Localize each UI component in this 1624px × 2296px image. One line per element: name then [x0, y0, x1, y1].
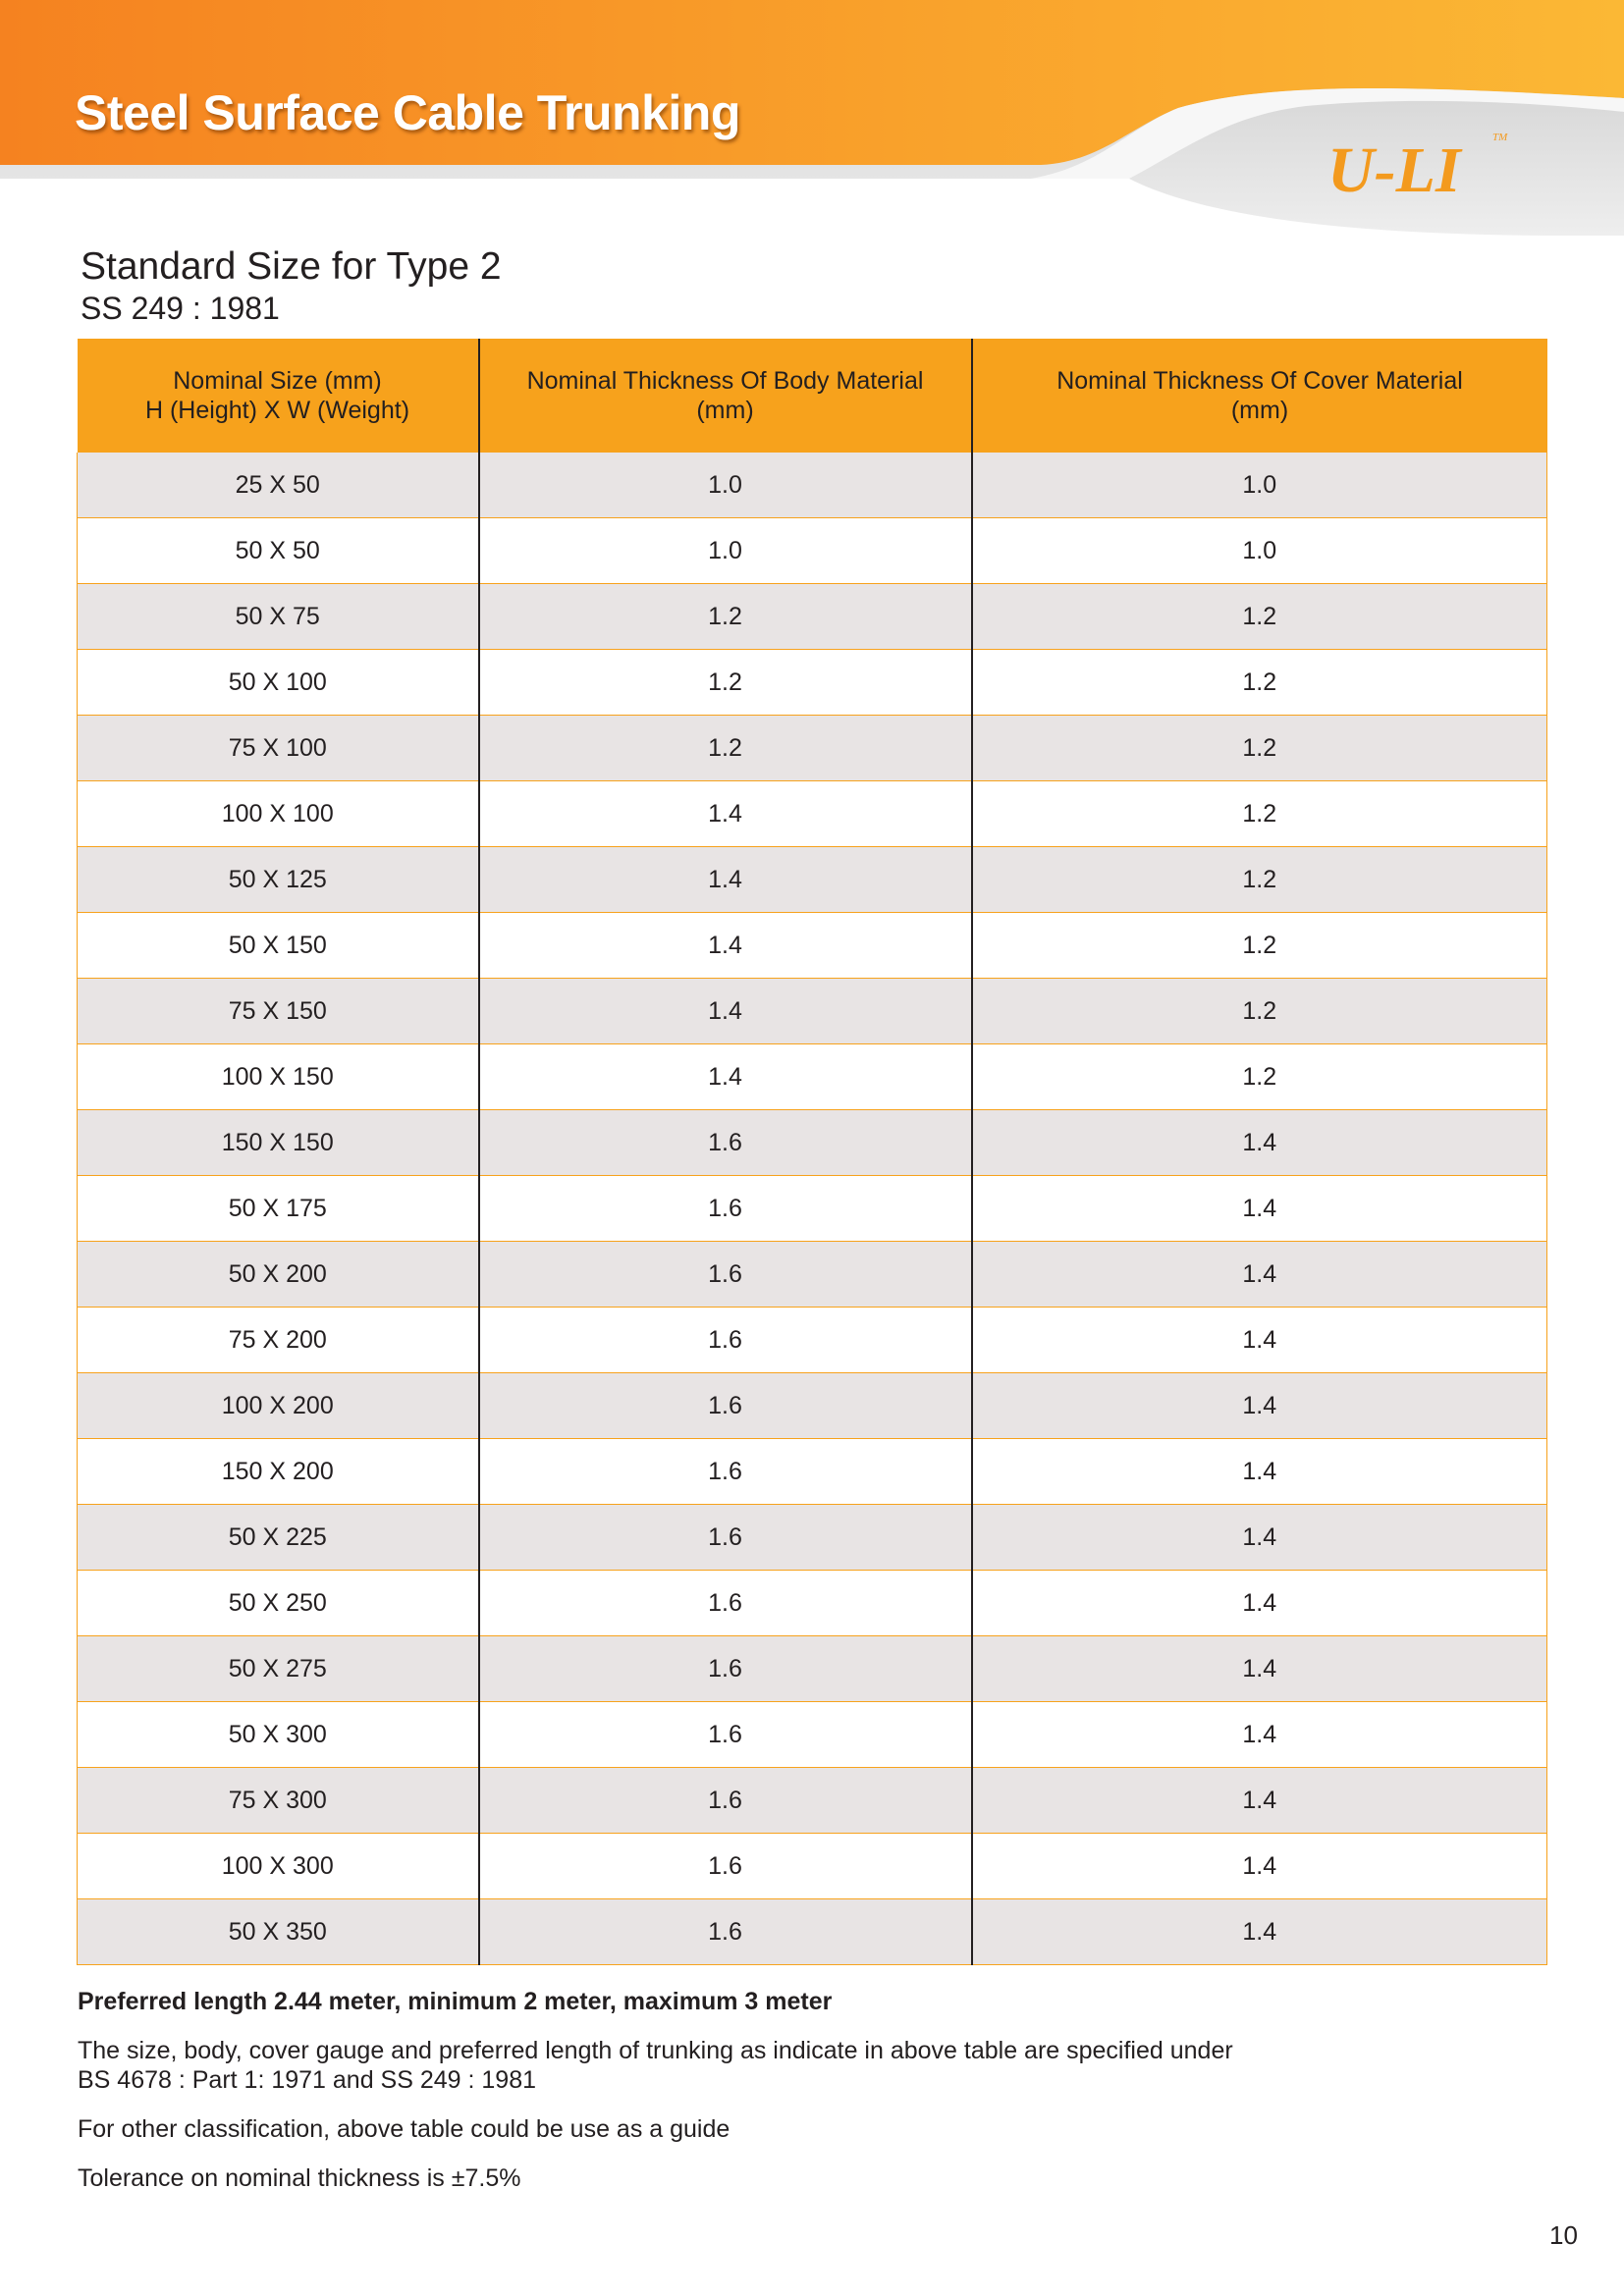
cell-size: 100 X 200	[78, 1373, 479, 1439]
cell-cover-thickness: 1.4	[972, 1308, 1547, 1373]
table-row	[78, 1044, 1547, 1110]
cell-body-thickness: 1.6	[479, 1768, 972, 1834]
standard-reference: SS 249 : 1981	[81, 291, 280, 326]
cell-size: 100 X 100	[78, 781, 479, 847]
cell-cover-thickness: 1.4	[972, 1636, 1547, 1702]
cell-body-thickness: 1.2	[479, 584, 972, 650]
spec-note-line2: BS 4678 : Part 1: 1971 and SS 249 : 1981	[78, 2066, 537, 2094]
cell-body-thickness: 1.6	[479, 1571, 972, 1636]
cell-size: 75 X 200	[78, 1308, 479, 1373]
cell-cover-thickness: 1.2	[972, 650, 1547, 716]
cell-size: 100 X 300	[78, 1834, 479, 1899]
header-line: Nominal Thickness Of Body Material	[526, 367, 924, 395]
table-row	[78, 1176, 1547, 1242]
table-row	[78, 781, 1547, 847]
cell-size: 50 X 75	[78, 584, 479, 650]
cell-cover-thickness: 1.4	[972, 1110, 1547, 1176]
cell-body-thickness: 1.4	[479, 913, 972, 979]
cell-cover-thickness: 1.2	[972, 1044, 1547, 1110]
table-row	[78, 518, 1547, 584]
cell-cover-thickness: 1.4	[972, 1439, 1547, 1505]
table-row	[78, 1702, 1547, 1768]
cell-cover-thickness: 1.0	[972, 518, 1547, 584]
cell-size: 50 X 275	[78, 1636, 479, 1702]
cell-cover-thickness: 1.4	[972, 1373, 1547, 1439]
header-line: H (Height) X W (Weight)	[144, 397, 410, 424]
header-body-thickness	[479, 339, 972, 453]
header-line: Nominal Size (mm)	[173, 367, 382, 395]
header-cover-thickness	[972, 339, 1547, 453]
section-title: Standard Size for Type 2	[81, 245, 502, 288]
table-header-row	[78, 339, 1547, 453]
cell-size: 50 X 150	[78, 913, 479, 979]
table-row	[78, 1110, 1547, 1176]
cell-body-thickness: 1.6	[479, 1636, 972, 1702]
cell-body-thickness: 1.0	[479, 518, 972, 584]
table-row	[78, 1636, 1547, 1702]
cell-body-thickness: 1.6	[479, 1110, 972, 1176]
header-nominal-size	[78, 339, 479, 453]
cell-body-thickness: 1.6	[479, 1834, 972, 1899]
header-line: (mm)	[696, 397, 754, 424]
guide-note: For other classification, above table could be use as a guide	[78, 2115, 731, 2143]
cell-body-thickness: 1.6	[479, 1308, 972, 1373]
cell-cover-thickness: 1.4	[972, 1834, 1547, 1899]
cell-size: 150 X 150	[78, 1110, 479, 1176]
cell-cover-thickness: 1.4	[972, 1702, 1547, 1768]
table-row	[78, 1308, 1547, 1373]
table-row	[78, 453, 1547, 518]
cell-size: 50 X 200	[78, 1242, 479, 1308]
cell-body-thickness: 1.6	[479, 1176, 972, 1242]
cell-body-thickness: 1.6	[479, 1242, 972, 1308]
cell-size: 50 X 175	[78, 1176, 479, 1242]
cell-cover-thickness: 1.4	[972, 1242, 1547, 1308]
cell-body-thickness: 1.6	[479, 1702, 972, 1768]
cell-cover-thickness: 1.2	[972, 584, 1547, 650]
table-row	[78, 847, 1547, 913]
cell-body-thickness: 1.6	[479, 1505, 972, 1571]
page-number: 10	[1549, 2220, 1578, 2250]
company-logo: U-LI	[1327, 134, 1461, 206]
size-specification-table	[77, 339, 1547, 1965]
table-row	[78, 584, 1547, 650]
table-row	[78, 1439, 1547, 1505]
table-row	[78, 1899, 1547, 1965]
header-line: (mm)	[1230, 397, 1289, 424]
cell-cover-thickness: 1.4	[972, 1768, 1547, 1834]
cell-cover-thickness: 1.2	[972, 716, 1547, 781]
header-line: Nominal Thickness Of Cover Material	[1056, 367, 1463, 395]
table-row	[78, 1571, 1547, 1636]
table-row	[78, 913, 1547, 979]
cell-cover-thickness: 1.2	[972, 847, 1547, 913]
cell-cover-thickness: 1.0	[972, 453, 1547, 518]
cell-size: 75 X 300	[78, 1768, 479, 1834]
cell-size: 75 X 150	[78, 979, 479, 1044]
table-row	[78, 1834, 1547, 1899]
cell-size: 100 X 150	[78, 1044, 479, 1110]
header-banner	[0, 0, 1624, 236]
cell-body-thickness: 1.2	[479, 650, 972, 716]
cell-size: 50 X 250	[78, 1571, 479, 1636]
cell-body-thickness: 1.4	[479, 847, 972, 913]
table-row	[78, 1505, 1547, 1571]
cell-cover-thickness: 1.4	[972, 1176, 1547, 1242]
cell-size: 50 X 300	[78, 1702, 479, 1768]
cell-body-thickness: 1.6	[479, 1439, 972, 1505]
cell-body-thickness: 1.6	[479, 1899, 972, 1965]
page-title: Steel Surface Cable Trunking	[75, 85, 740, 140]
cell-size: 50 X 350	[78, 1899, 479, 1965]
preferred-length-note: Preferred length 2.44 meter, minimum 2 meter, maximum 3 meter	[78, 1988, 833, 2015]
cell-size: 25 X 50	[78, 453, 479, 518]
table-row	[78, 979, 1547, 1044]
cell-body-thickness: 1.4	[479, 781, 972, 847]
trademark-mark: TM	[1492, 132, 1508, 143]
cell-cover-thickness: 1.2	[972, 781, 1547, 847]
cell-size: 50 X 100	[78, 650, 479, 716]
table-row	[78, 650, 1547, 716]
table-row	[78, 1242, 1547, 1308]
table-row	[78, 1768, 1547, 1834]
cell-cover-thickness: 1.4	[972, 1505, 1547, 1571]
cell-size: 50 X 225	[78, 1505, 479, 1571]
cell-size: 50 X 50	[78, 518, 479, 584]
cell-body-thickness: 1.4	[479, 1044, 972, 1110]
cell-cover-thickness: 1.2	[972, 979, 1547, 1044]
table-row	[78, 716, 1547, 781]
cell-size: 75 X 100	[78, 716, 479, 781]
spec-note-line1: The size, body, cover gauge and preferred length of trunking as indicate in above table are specified under	[78, 2037, 1233, 2064]
cell-body-thickness: 1.4	[479, 979, 972, 1044]
cell-size: 50 X 125	[78, 847, 479, 913]
cell-cover-thickness: 1.4	[972, 1899, 1547, 1965]
cell-body-thickness: 1.0	[479, 453, 972, 518]
tolerance-note: Tolerance on nominal thickness is ±7.5%	[78, 2164, 521, 2192]
cell-size: 150 X 200	[78, 1439, 479, 1505]
cell-body-thickness: 1.2	[479, 716, 972, 781]
cell-body-thickness: 1.6	[479, 1373, 972, 1439]
table-row	[78, 1373, 1547, 1439]
cell-cover-thickness: 1.2	[972, 913, 1547, 979]
cell-cover-thickness: 1.4	[972, 1571, 1547, 1636]
